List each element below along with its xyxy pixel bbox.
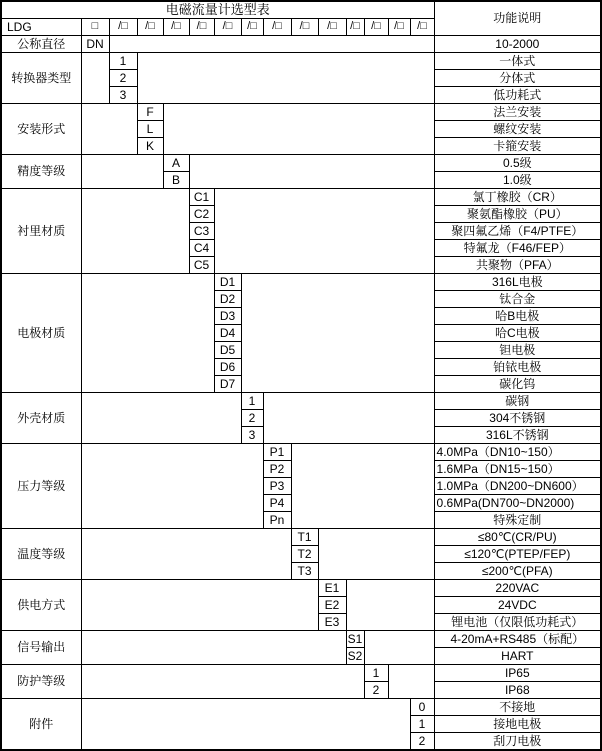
spacer-left-temperature-class bbox=[81, 529, 291, 580]
desc-cell-accessories: 接地电极 bbox=[434, 716, 601, 733]
code-cell-installation-form: L bbox=[137, 121, 163, 138]
group-label-shell-material: 外壳材质 bbox=[1, 393, 81, 444]
desc-cell-protection-class: IP68 bbox=[434, 682, 601, 699]
code-cell-pressure-class: P3 bbox=[263, 478, 291, 495]
desc-cell-electrode-material: 钽电极 bbox=[434, 342, 601, 359]
row-electrode-material-D1 bbox=[1, 274, 601, 291]
desc-cell-electrode-material: 316L电极 bbox=[434, 274, 601, 291]
group-label-lining-material: 衬里材质 bbox=[1, 189, 81, 274]
code-cell-temperature-class: T1 bbox=[291, 529, 318, 546]
desc-cell-lining-material: 聚氨酯橡胶（PU） bbox=[434, 206, 601, 223]
desc-cell-power-supply: 锂电池（仅限低功耗式） bbox=[434, 614, 601, 631]
model-code-slot: /□ bbox=[318, 19, 346, 36]
group-label-temperature-class: 温度等级 bbox=[1, 529, 81, 580]
group-label-accessories: 附件 bbox=[1, 699, 81, 751]
desc-cell-protection-class: IP65 bbox=[434, 665, 601, 682]
code-cell-electrode-material: D6 bbox=[214, 359, 241, 376]
model-code-slot: /□ bbox=[189, 19, 214, 36]
spacer-left-pressure-class bbox=[81, 444, 263, 529]
code-cell-signal-output: S1 bbox=[347, 631, 363, 646]
row-signal-output-S1 bbox=[1, 631, 601, 648]
desc-cell-pressure-class: 0.6MPa(DN700~DN2000) bbox=[434, 495, 601, 512]
code-cell-protection-class: 2 bbox=[364, 682, 388, 699]
model-code-slot: /□ bbox=[346, 19, 364, 36]
code-cell-accuracy-class: B bbox=[163, 172, 189, 189]
model-code-slot: /□ bbox=[410, 19, 434, 36]
desc-cell-electrode-material: 钛合金 bbox=[434, 291, 601, 308]
code-cell-pressure-class: Pn bbox=[263, 512, 291, 529]
desc-cell-converter-type: 低功耗式 bbox=[434, 87, 601, 104]
row-nominal-diameter-DN bbox=[1, 36, 601, 53]
spacer-right-nominal-diameter bbox=[109, 36, 434, 53]
spacer-right-lining-material bbox=[214, 189, 434, 274]
group-label-electrode-material: 电极材质 bbox=[1, 274, 81, 393]
code-cell-electrode-material: D1 bbox=[214, 274, 241, 291]
group-label-converter-type: 转换器类型 bbox=[1, 53, 81, 104]
desc-cell-shell-material: 304不锈钢 bbox=[434, 410, 601, 427]
spacer-right-temperature-class bbox=[318, 529, 434, 580]
desc-cell-shell-material: 碳钢 bbox=[434, 393, 601, 410]
code-cell-installation-form: K bbox=[137, 138, 163, 155]
desc-cell-power-supply: 24VDC bbox=[434, 597, 601, 614]
code-cell-installation-form: F bbox=[137, 104, 163, 121]
spacer-right-accuracy-class bbox=[189, 155, 434, 189]
spacer-right-converter-type bbox=[137, 53, 434, 104]
spacer-left-accuracy-class bbox=[81, 155, 163, 189]
model-code-slot: /□ bbox=[241, 19, 263, 36]
spacer-left-installation-form bbox=[81, 104, 137, 155]
code-cell-power-supply: E3 bbox=[318, 614, 346, 631]
model-code-slot: /□ bbox=[291, 19, 318, 36]
code-cell-electrode-material: D4 bbox=[214, 325, 241, 342]
desc-cell-pressure-class: 特殊定制 bbox=[434, 512, 601, 529]
code-cell-pressure-class: P1 bbox=[263, 444, 291, 461]
row-shell-material-1 bbox=[1, 393, 601, 410]
model-code-slot: /□ bbox=[137, 19, 163, 36]
group-label-protection-class: 防护等级 bbox=[1, 665, 81, 699]
code-cell-shell-material: 3 bbox=[241, 427, 263, 444]
model-code-slot: /□ bbox=[214, 19, 241, 36]
model-code-box: □ bbox=[81, 19, 109, 36]
desc-cell-electrode-material: 哈C电极 bbox=[434, 325, 601, 342]
group-label-nominal-diameter: 公称直径 bbox=[1, 36, 81, 53]
code-cell-temperature-class: T2 bbox=[291, 546, 318, 563]
desc-cell-installation-form: 法兰安装 bbox=[434, 104, 601, 121]
desc-cell-lining-material: 聚四氟乙烯（F4/PTFE） bbox=[434, 223, 601, 240]
code-cell-lining-material: C2 bbox=[189, 206, 214, 223]
code-cell-accuracy-class: A bbox=[163, 155, 189, 172]
desc-cell-accessories: 刮刀电极 bbox=[434, 733, 601, 751]
code-cell-converter-type: 1 bbox=[109, 53, 137, 70]
code-cell-lining-material: C1 bbox=[189, 189, 214, 206]
desc-cell-pressure-class: 1.6MPa（DN15~150） bbox=[434, 461, 601, 478]
code-cell-converter-type: 3 bbox=[109, 87, 137, 104]
row-installation-form-F bbox=[1, 104, 601, 121]
row-accuracy-class-A bbox=[1, 155, 601, 172]
code-cell-signal-output: S2 bbox=[347, 648, 363, 663]
spacer-left-converter-type bbox=[81, 53, 109, 104]
table-title: 电磁流量计选型表 bbox=[1, 1, 434, 19]
code-cell-electrode-material: D5 bbox=[214, 342, 241, 359]
row-power-supply-E1 bbox=[1, 580, 601, 597]
code-cell-electrode-material: D2 bbox=[214, 291, 241, 308]
desc-cell-pressure-class: 1.0MPa（DN200~DN600） bbox=[434, 478, 601, 495]
spacer-right-installation-form bbox=[163, 104, 434, 155]
code-cell-power-supply: E1 bbox=[318, 580, 346, 597]
desc-cell-signal-output: HART bbox=[434, 648, 601, 665]
model-code-slot: /□ bbox=[163, 19, 189, 36]
desc-cell-lining-material: 共聚物（PFA） bbox=[434, 257, 601, 274]
code-cell-protection-class: 1 bbox=[364, 665, 388, 682]
spacer-right-signal-output bbox=[364, 631, 434, 665]
code-cell-accessories: 0 bbox=[410, 699, 434, 716]
desc-cell-lining-material: 氯丁橡胶（CR） bbox=[434, 189, 601, 206]
desc-cell-accuracy-class: 0.5级 bbox=[434, 155, 601, 172]
spacer-left-electrode-material bbox=[81, 274, 214, 393]
desc-cell-electrode-material: 铂铱电极 bbox=[434, 359, 601, 376]
row-pressure-class-P1 bbox=[1, 444, 601, 461]
desc-cell-converter-type: 一体式 bbox=[434, 53, 601, 70]
desc-cell-temperature-class: ≤120℃(PTEP/FEP) bbox=[434, 546, 601, 563]
desc-cell-electrode-material: 哈B电极 bbox=[434, 308, 601, 325]
desc-cell-temperature-class: ≤200℃(PFA) bbox=[434, 563, 601, 580]
group-label-signal-output: 信号输出 bbox=[1, 631, 81, 665]
code-cell-nominal-diameter: DN bbox=[81, 36, 109, 53]
spacer-left-accessories bbox=[81, 699, 410, 751]
code-cell-pressure-class: P4 bbox=[263, 495, 291, 512]
group-label-accuracy-class: 精度等级 bbox=[1, 155, 81, 189]
code-cell-electrode-material: D7 bbox=[214, 376, 241, 393]
spacer-right-protection-class bbox=[388, 665, 434, 699]
desc-cell-installation-form: 卡箍安装 bbox=[434, 138, 601, 155]
desc-cell-power-supply: 220VAC bbox=[434, 580, 601, 597]
code-cell-temperature-class: T3 bbox=[291, 563, 318, 580]
row-converter-type-1 bbox=[1, 53, 601, 70]
code-cell-pressure-class: P2 bbox=[263, 461, 291, 478]
desc-cell-converter-type: 分体式 bbox=[434, 70, 601, 87]
row-temperature-class-T1 bbox=[1, 529, 601, 546]
desc-cell-accessories: 不接地 bbox=[434, 699, 601, 716]
spacer-right-pressure-class bbox=[291, 444, 434, 529]
desc-cell-temperature-class: ≤80℃(CR/PU) bbox=[434, 529, 601, 546]
desc-cell-signal-output: 4-20mA+RS485（标配） bbox=[434, 631, 601, 648]
code-cell-accessories: 1 bbox=[410, 716, 434, 733]
group-label-power-supply: 供电方式 bbox=[1, 580, 81, 631]
spacer-left-protection-class bbox=[81, 665, 364, 699]
desc-cell-shell-material: 316L不锈钢 bbox=[434, 427, 601, 444]
desc-cell-nominal-diameter: 10-2000 bbox=[434, 36, 601, 53]
spacer-left-power-supply bbox=[81, 580, 318, 631]
desc-cell-installation-form: 螺纹安装 bbox=[434, 121, 601, 138]
title-row bbox=[1, 1, 601, 19]
code-cell-lining-material: C4 bbox=[189, 240, 214, 257]
model-code-slot: /□ bbox=[364, 19, 388, 36]
desc-cell-pressure-class: 4.0MPa（DN10~150） bbox=[434, 444, 601, 461]
spacer-right-shell-material bbox=[263, 393, 434, 444]
spacer-right-electrode-material bbox=[241, 274, 434, 393]
desc-cell-accuracy-class: 1.0级 bbox=[434, 172, 601, 189]
model-code-slot: /□ bbox=[388, 19, 410, 36]
spacer-left-signal-output bbox=[81, 631, 346, 665]
code-cell-power-supply: E2 bbox=[318, 597, 346, 614]
spacer-right-power-supply bbox=[346, 580, 434, 631]
model-code-slot: /□ bbox=[263, 19, 291, 36]
group-label-installation-form: 安装形式 bbox=[1, 104, 81, 155]
code-cell-lining-material: C5 bbox=[189, 257, 214, 274]
group-label-pressure-class: 压力等级 bbox=[1, 444, 81, 529]
desc-cell-electrode-material: 碳化钨 bbox=[434, 376, 601, 393]
spacer-left-lining-material bbox=[81, 189, 189, 274]
row-lining-material-C1 bbox=[1, 189, 601, 206]
row-accessories-0 bbox=[1, 699, 601, 716]
code-cell-electrode-material: D3 bbox=[214, 308, 241, 325]
spacer-left-shell-material bbox=[81, 393, 241, 444]
row-protection-class-1 bbox=[1, 665, 601, 682]
function-column-header: 功能说明 bbox=[434, 1, 601, 36]
code-cell-accessories: 2 bbox=[410, 733, 434, 751]
code-cell-lining-material: C3 bbox=[189, 223, 214, 240]
desc-cell-lining-material: 特氟龙（F46/FEP） bbox=[434, 240, 601, 257]
code-cell-shell-material: 2 bbox=[241, 410, 263, 427]
model-code-slot: /□ bbox=[109, 19, 137, 36]
code-cell-shell-material: 1 bbox=[241, 393, 263, 410]
model-prefix: LDG bbox=[1, 19, 81, 36]
code-cell-converter-type: 2 bbox=[109, 70, 137, 87]
